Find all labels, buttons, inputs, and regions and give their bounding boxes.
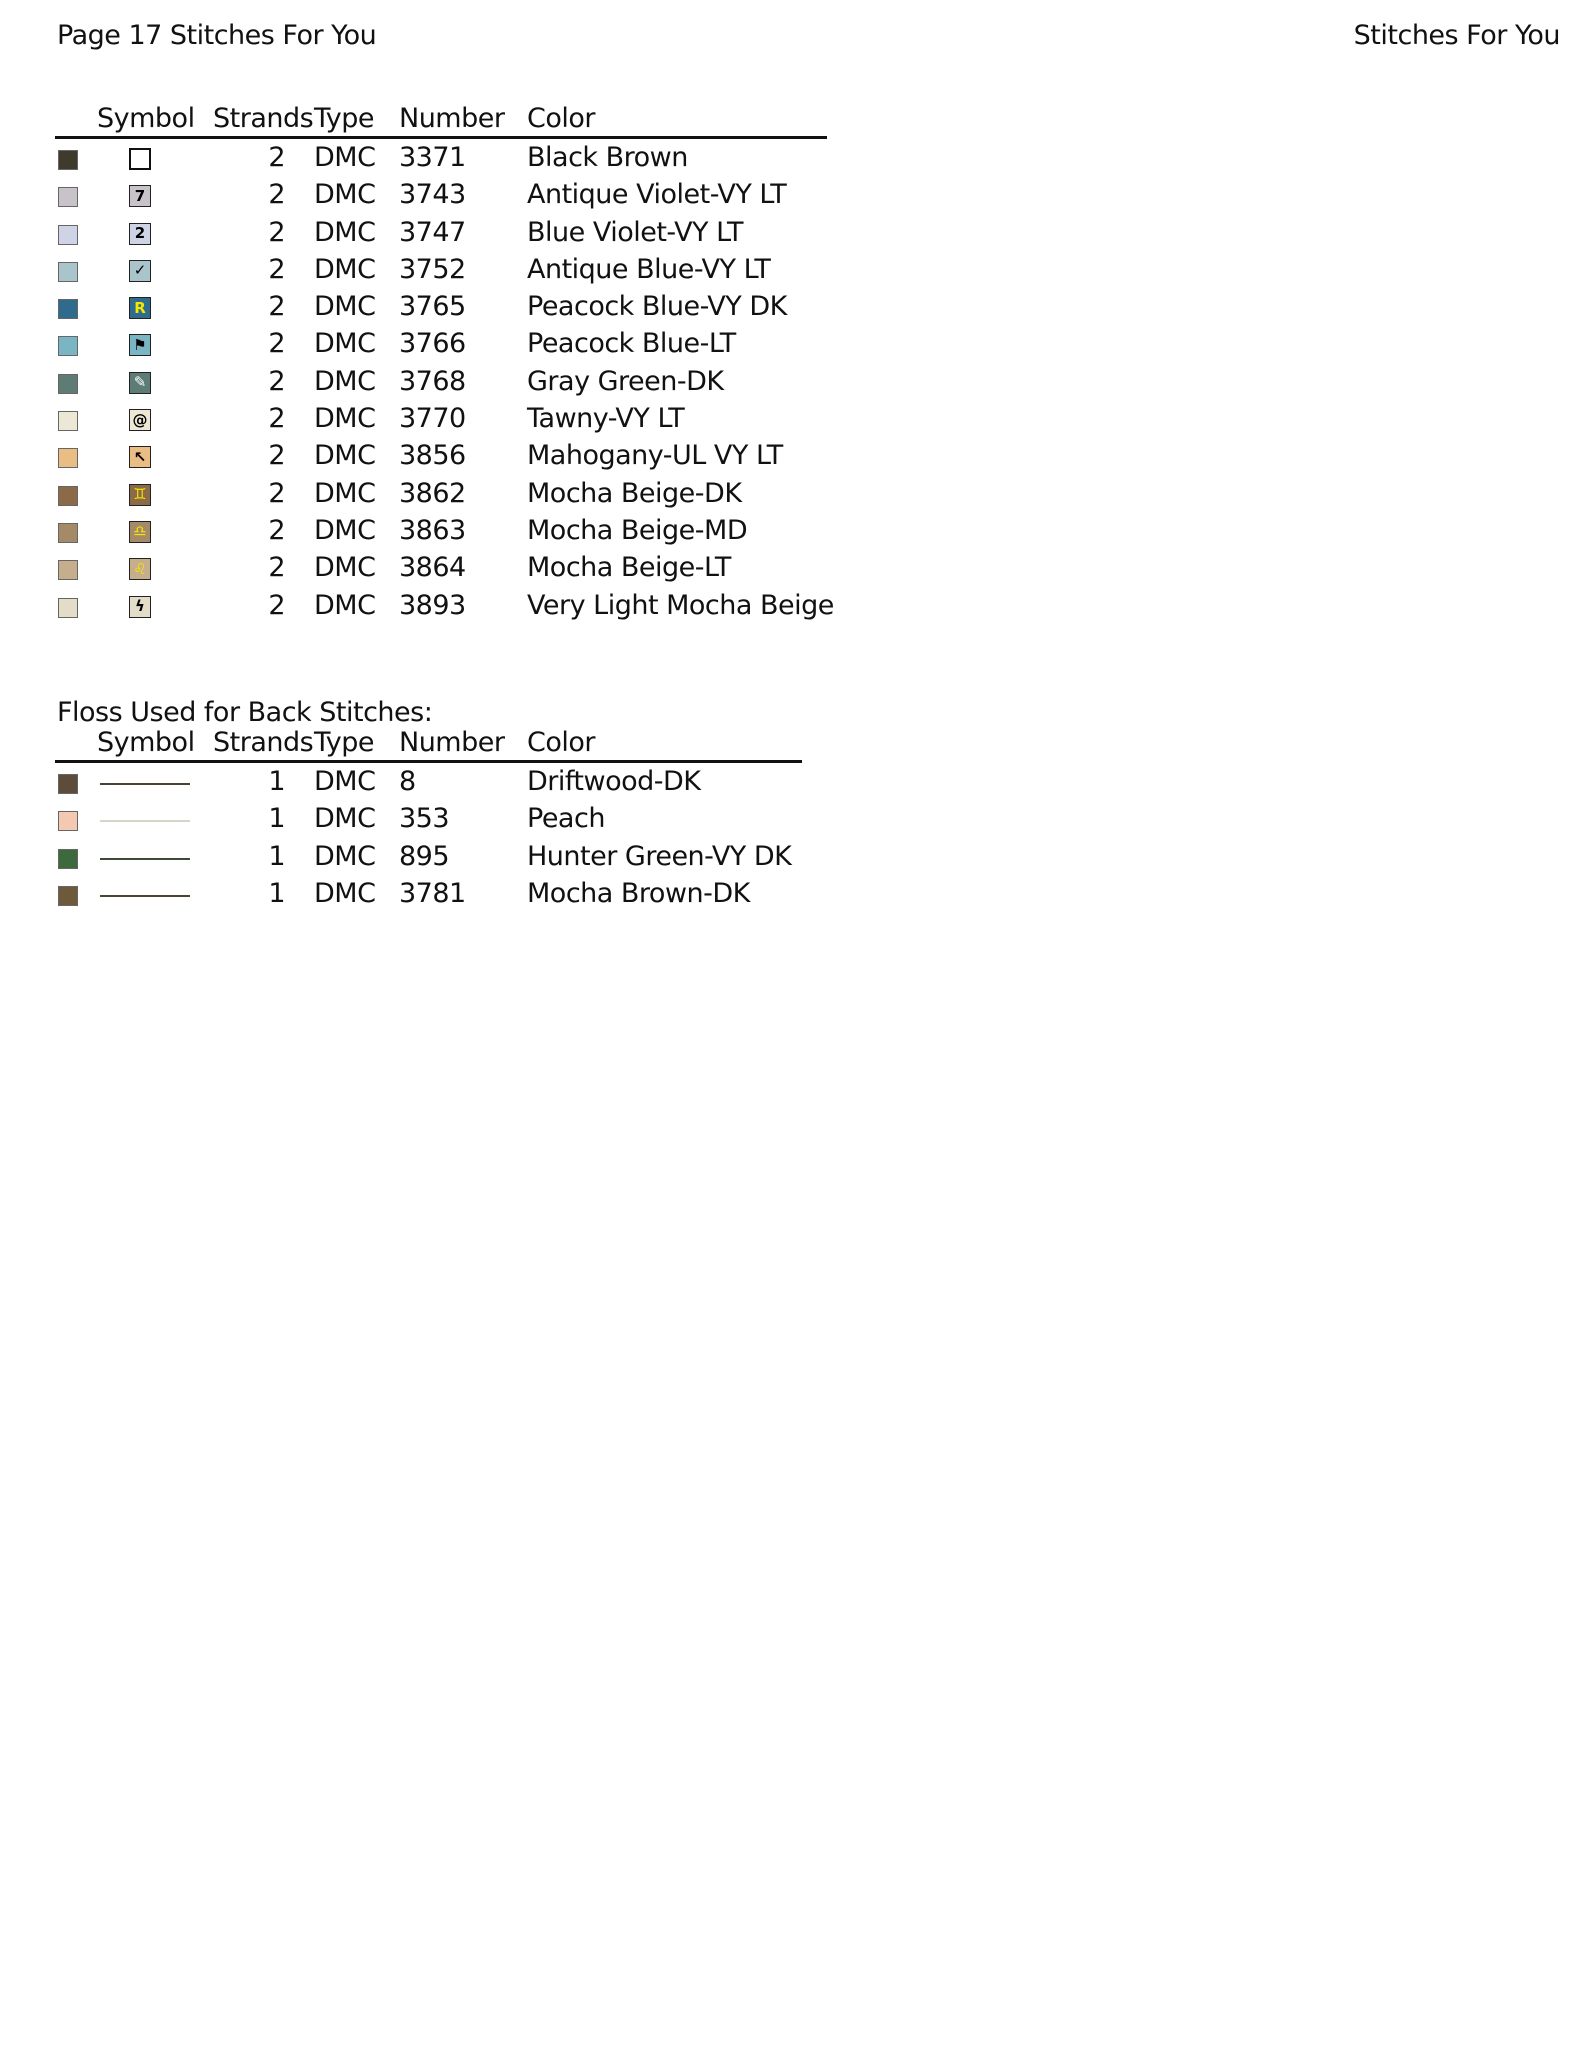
col-color: Color <box>527 103 595 134</box>
col-symbol: Symbol <box>97 727 195 758</box>
table-row <box>55 800 802 837</box>
floss-table <box>55 92 834 624</box>
stitch-symbol <box>129 148 151 170</box>
backstitch-line-icon <box>100 895 190 897</box>
strands-value: 2 <box>268 552 285 584</box>
strands-value: 2 <box>268 477 285 509</box>
col-number: Number <box>399 103 505 134</box>
color-name: Blue Violet-VY LT <box>527 216 743 248</box>
type-value: DMC <box>314 514 376 546</box>
color-name: Hunter Green-VY DK <box>527 840 792 872</box>
col-type: Type <box>314 727 375 758</box>
color-swatch <box>58 560 78 580</box>
strands-value: 2 <box>268 179 285 211</box>
type-value: DMC <box>314 403 376 435</box>
table-body <box>55 763 802 912</box>
color-name: Very Light Mocha Beige <box>527 589 834 621</box>
table-row <box>55 214 827 251</box>
backstitch-section-title: Floss Used for Back Stitches: <box>57 697 433 728</box>
table-row <box>55 176 827 213</box>
stitch-symbol: ✓ <box>129 260 151 282</box>
type-value: DMC <box>314 179 376 211</box>
col-strands: Strands <box>213 727 314 758</box>
strands-value: 1 <box>268 877 285 909</box>
type-value: DMC <box>314 142 376 173</box>
number-value: 3743 <box>399 179 466 211</box>
strands-value: 2 <box>268 216 285 248</box>
color-name: Mocha Beige-DK <box>527 477 742 509</box>
color-swatch <box>58 299 78 319</box>
color-swatch <box>58 374 78 394</box>
stitch-symbol: 2 <box>129 223 151 245</box>
number-value: 353 <box>399 803 450 835</box>
table-header <box>55 92 827 139</box>
stitch-symbol: ⚑ <box>129 334 151 356</box>
type-value: DMC <box>314 477 376 509</box>
number-value: 3781 <box>399 877 466 909</box>
number-value: 3862 <box>399 477 466 509</box>
strands-value: 2 <box>268 291 285 323</box>
strands-value: 2 <box>268 142 285 173</box>
number-value: 3747 <box>399 216 466 248</box>
backstitch-line-icon <box>100 858 190 860</box>
stitch-symbol: 7 <box>129 185 151 207</box>
type-value: DMC <box>314 216 376 248</box>
table-row <box>55 838 802 875</box>
table-row <box>55 400 827 437</box>
color-swatch <box>58 150 78 170</box>
table-row <box>55 512 827 549</box>
type-value: DMC <box>314 766 376 797</box>
color-swatch <box>58 225 78 245</box>
color-swatch <box>58 774 78 794</box>
strands-value: 1 <box>268 766 285 797</box>
color-swatch <box>58 598 78 618</box>
type-value: DMC <box>314 365 376 397</box>
number-value: 3770 <box>399 403 466 435</box>
color-name: Mocha Beige-LT <box>527 552 731 584</box>
stitch-symbol: ✎ <box>129 372 151 394</box>
col-number: Number <box>399 727 505 758</box>
type-value: DMC <box>314 253 376 285</box>
strands-value: 2 <box>268 403 285 435</box>
color-name: Gray Green-DK <box>527 365 724 397</box>
color-swatch <box>58 486 78 506</box>
strands-value: 2 <box>268 589 285 621</box>
page-header-left: Page 17 Stitches For You <box>57 20 377 51</box>
type-value: DMC <box>314 803 376 835</box>
strands-value: 2 <box>268 514 285 546</box>
stitch-symbol: ♌ <box>129 558 151 580</box>
table-row <box>55 139 827 176</box>
table-row <box>55 437 827 474</box>
type-value: DMC <box>314 291 376 323</box>
type-value: DMC <box>314 877 376 909</box>
color-name: Tawny-VY LT <box>527 403 685 435</box>
table-row <box>55 875 802 912</box>
col-color: Color <box>527 727 595 758</box>
strands-value: 2 <box>268 328 285 360</box>
table-row <box>55 549 827 586</box>
strands-value: 1 <box>268 803 285 835</box>
type-value: DMC <box>314 552 376 584</box>
number-value: 3371 <box>399 142 466 173</box>
color-name: Antique Violet-VY LT <box>527 179 787 211</box>
number-value: 8 <box>399 766 416 797</box>
number-value: 3765 <box>399 291 466 323</box>
color-name: Antique Blue-VY LT <box>527 253 771 285</box>
color-swatch <box>58 849 78 869</box>
color-swatch <box>58 411 78 431</box>
strands-value: 2 <box>268 440 285 472</box>
number-value: 3863 <box>399 514 466 546</box>
stitch-symbol: ♎ <box>129 521 151 543</box>
table-row <box>55 763 802 800</box>
color-name: Mahogany-UL VY LT <box>527 440 783 472</box>
color-name: Mocha Brown-DK <box>527 877 750 909</box>
color-name: Black Brown <box>527 142 688 173</box>
table-row <box>55 475 827 512</box>
number-value: 895 <box>399 840 450 872</box>
number-value: 3856 <box>399 440 466 472</box>
color-name: Mocha Beige-MD <box>527 514 748 546</box>
number-value: 3864 <box>399 552 466 584</box>
stitch-symbol: ↖ <box>129 446 151 468</box>
number-value: 3893 <box>399 589 466 621</box>
backstitch-line-icon <box>100 820 190 822</box>
stitch-symbol: ϟ <box>129 596 151 618</box>
color-swatch <box>58 262 78 282</box>
table-row <box>55 325 827 362</box>
color-swatch <box>58 886 78 906</box>
number-value: 3768 <box>399 365 466 397</box>
table-body <box>55 139 834 624</box>
color-swatch <box>58 187 78 207</box>
color-swatch <box>58 811 78 831</box>
color-swatch <box>58 523 78 543</box>
table-row <box>55 251 827 288</box>
page-header-right: Stitches For You <box>1353 20 1560 51</box>
col-type: Type <box>314 103 375 134</box>
number-value: 3766 <box>399 328 466 360</box>
color-name: Peacock Blue-VY DK <box>527 291 787 323</box>
strands-value: 2 <box>268 253 285 285</box>
strands-value: 2 <box>268 365 285 397</box>
table-row <box>55 363 827 400</box>
stitch-symbol: ♊ <box>129 484 151 506</box>
stitch-symbol: @ <box>129 409 151 431</box>
color-swatch <box>58 448 78 468</box>
type-value: DMC <box>314 840 376 872</box>
color-name: Peach <box>527 803 605 835</box>
type-value: DMC <box>314 328 376 360</box>
table-row <box>55 288 827 325</box>
number-value: 3752 <box>399 253 466 285</box>
backstitch-table <box>55 716 802 912</box>
color-swatch <box>58 336 78 356</box>
col-symbol: Symbol <box>97 103 195 134</box>
type-value: DMC <box>314 440 376 472</box>
table-row <box>55 587 834 624</box>
type-value: DMC <box>314 589 376 621</box>
backstitch-line-icon <box>100 783 190 785</box>
stitch-symbol: R <box>129 297 151 319</box>
color-name: Driftwood-DK <box>527 766 701 797</box>
table-header <box>55 716 802 763</box>
strands-value: 1 <box>268 840 285 872</box>
color-name: Peacock Blue-LT <box>527 328 736 360</box>
col-strands: Strands <box>213 103 314 134</box>
